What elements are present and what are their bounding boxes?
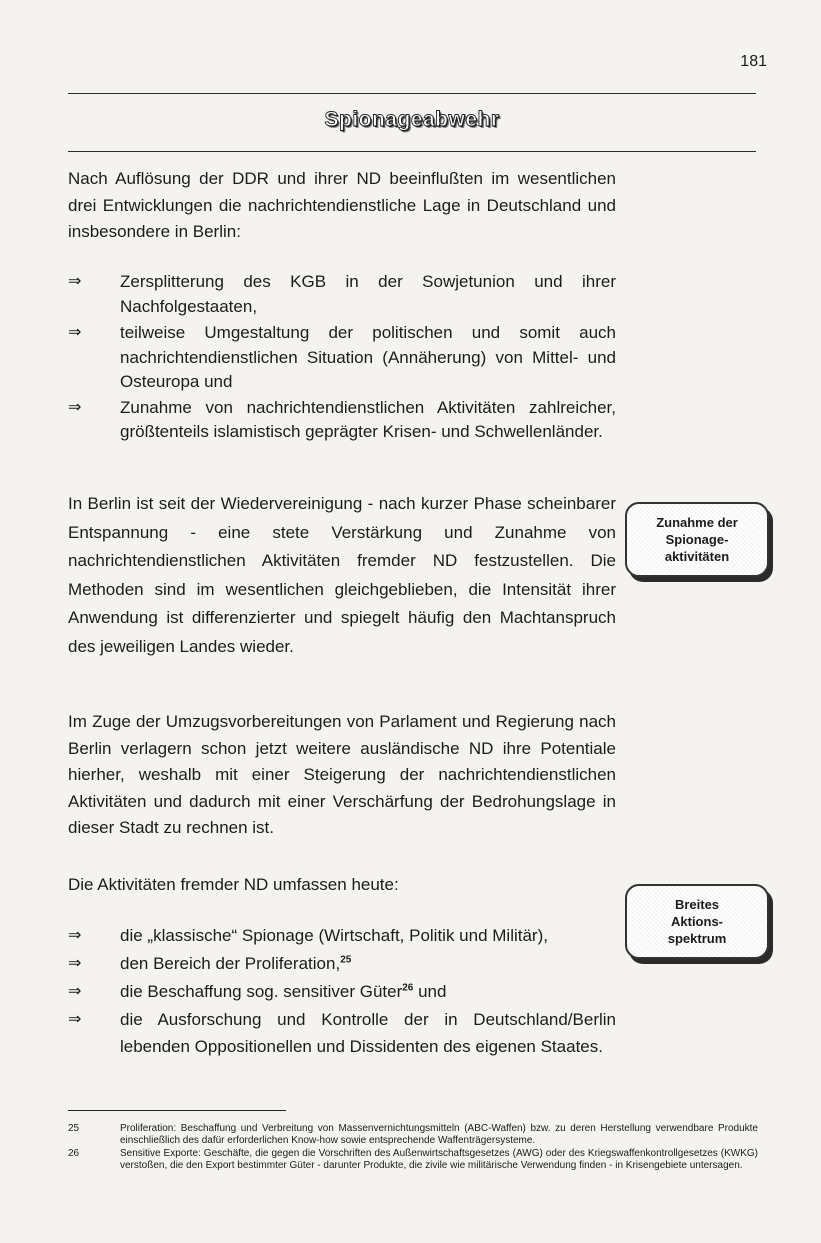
footnote-separator (68, 1110, 286, 1111)
list-item (68, 1006, 616, 1060)
margin-note-line: Breites (674, 897, 720, 912)
list-item-text: die Beschaffung sog. sensitiver Güter (120, 982, 403, 1001)
list-item-text: die Ausforschung und Kontrolle der in Deutschland/Berlin lebenden Oppositionellen und Dissidenten des eigenen Staates. (120, 1010, 616, 1056)
list-item (68, 396, 616, 445)
arrow-right-icon: ⇒ (68, 324, 82, 341)
margin-note-line: spektrum (667, 931, 727, 946)
page-title: Spionageabwehr (324, 108, 500, 131)
intro-paragraph: Nach Auflösung der DDR und ihrer ND beeinflußten im wesentlichen drei Entwicklungen die nachrichtendienstliche Lage in Deutschland und insbesondere in Berlin: (68, 169, 616, 241)
footnote-text: Sensitive Exporte: Geschäfte, die gegen die Vorschriften des Außenwirtschaftsgesetzes (AWG) oder des Kriegswaffenkontrollgesetzes (KWKG) verstoßen, die den Export bestimmter Güter - darunter Produkte, die zivile wie militärische Verwendung finden - in Krisengebiete untersagen. (120, 1148, 758, 1171)
arrow-right-icon: ⇒ (68, 927, 82, 944)
arrow-right-icon: ⇒ (68, 1011, 82, 1028)
footnote-text: Proliferation: Beschaffung und Verbreitung von Massenvernichtungsmitteln (ABC-Waffen) bzw. zu deren Herstellung verwendbare Produkte einschließlich des dafür erforderlichen Know-how sowie entsprechende Waffenträgersysteme. (120, 1123, 758, 1146)
list-item-text: die „klassische“ Spionage (Wirtschaft, Politik und Militär), (120, 926, 548, 945)
activities-list (68, 922, 616, 1061)
arrow-right-icon: ⇒ (68, 983, 82, 1000)
arrow-right-icon: ⇒ (68, 273, 82, 290)
list-item (68, 922, 616, 949)
margin-note-line: Spionage- (665, 532, 729, 547)
list-item (68, 321, 616, 395)
footnote-reference[interactable]: 25 (340, 954, 352, 966)
margin-note-line: Zunahme der (656, 515, 738, 530)
margin-note-line: Aktions- (671, 914, 723, 929)
activities-intro: Die Aktivitäten fremder ND umfassen heute: (68, 875, 399, 894)
list-item (68, 978, 616, 1005)
relocation-paragraph: Im Zuge der Umzugsvorbereitungen von Parlament und Regierung nach Berlin verlagern schon jetzt weitere ausländische ND ihre Potentiale hierher, weshalb mit einer Steigerung der nachrichtendienstlichen Aktivitäten und dadurch mit einer Verschärfung der Bedrohungslage in dieser Stadt zu rechnen ist. (68, 712, 616, 837)
developments-list (68, 270, 616, 445)
list-item-text: teilweise Umgestaltung der politischen und somit auch nachrichtendienstlichen Situation (Annäherung) von Mittel- und Osteuropa und (120, 323, 616, 391)
list-item (68, 270, 616, 319)
arrow-right-icon: ⇒ (68, 398, 82, 416)
margin-note-line: aktivitäten (664, 549, 730, 564)
list-item-text: den Bereich der Proliferation, (120, 954, 341, 973)
footnote-25 (68, 1123, 758, 1146)
page-number: 181 (740, 53, 767, 70)
footnote-number: 25 (68, 1123, 80, 1134)
footnote-number: 26 (68, 1148, 80, 1159)
title-bottom-rule (68, 151, 756, 152)
list-item (68, 950, 616, 977)
list-item-text-tail: und (413, 982, 447, 1001)
list-item-text: Zersplitterung des KGB in der Sowjetunion und ihrer Nachfolgestaaten, (120, 272, 616, 316)
footnote-26 (68, 1148, 758, 1171)
margin-note-spionageaktivitaeten (625, 502, 769, 577)
berlin-paragraph: In Berlin ist seit der Wiedervereinigung - nach kurzer Phase scheinbarer Entspannung - eine stete Verstärkung und Zunahme von nachrichtendienstlichen Aktivitäten fremder ND festzustellen. Die Methoden sind im wesentlichen gleichgeblieben, die Intensität ihrer Anwendung ist differenzierter und spiegelt häufig den Machtanspruch des jeweiligen Landes wieder. (68, 494, 616, 656)
arrow-right-icon: ⇒ (68, 955, 82, 972)
title-top-rule (68, 93, 756, 94)
footnote-reference[interactable]: 26 (402, 982, 414, 994)
list-item-text: Zunahme von nachrichtendienstlichen Aktivitäten zahlreicher, größtenteils islamistisch geprägter Krisen- und Schwellenländer. (120, 397, 616, 441)
margin-note-aktionsspektrum (625, 884, 769, 959)
